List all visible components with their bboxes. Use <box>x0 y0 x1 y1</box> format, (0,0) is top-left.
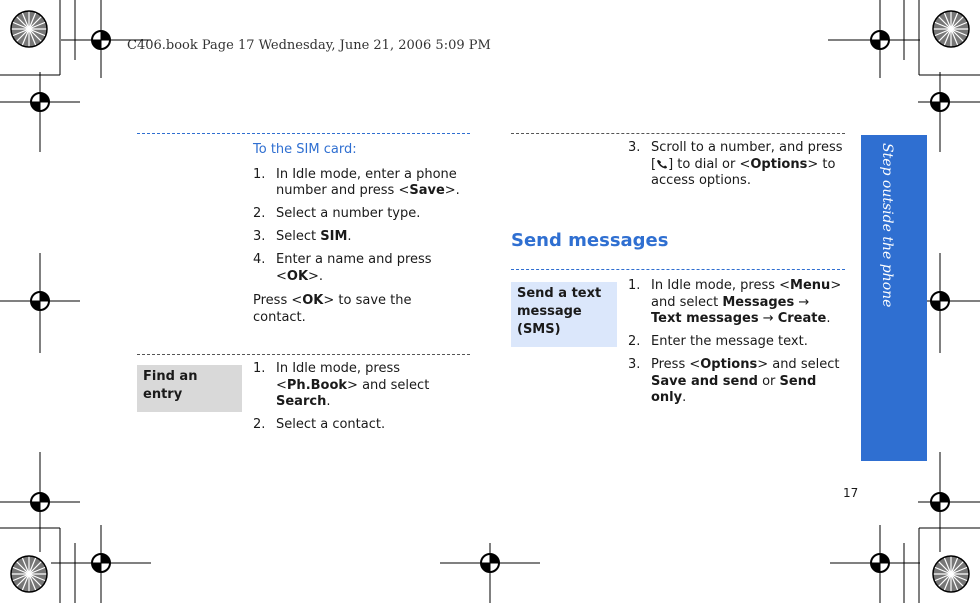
sim-section <box>253 142 468 326</box>
list-item: 1. In Idle mode, press <Menu> and select Messages → Text messages → Create. <box>628 278 842 326</box>
list-item: 3. Select SIM. <box>253 229 352 244</box>
print-header: C406.book Page 17 Wednesday, June 21, 2006 5:09 PM <box>127 38 491 53</box>
scroll-step <box>628 140 843 196</box>
page-number: 17 <box>843 486 859 500</box>
sim-intro: To the SIM card: <box>253 142 357 157</box>
list-item: 3. Scroll to a number, and press [ ] to dial or <Options> to access options. <box>628 140 843 188</box>
sms-section <box>628 278 843 413</box>
sms-label: Send a text message (SMS) <box>511 282 617 347</box>
side-tab-label: Step outside the phone <box>879 143 895 308</box>
find-entry-label: Find an entry <box>137 365 242 412</box>
list-item: 1. In Idle mode, enter a phone number and press <Save>. <box>253 166 460 198</box>
divider <box>137 133 470 134</box>
sms-steps <box>628 278 843 407</box>
list-item: 2. Select a number type. <box>253 206 421 221</box>
divider <box>137 354 470 355</box>
divider <box>511 269 845 270</box>
sim-steps <box>253 167 468 286</box>
section-heading: Send messages <box>511 230 669 251</box>
find-section <box>253 361 468 440</box>
list-item: 2. Enter the message text. <box>628 334 808 349</box>
list-item: 3. Press <Options> and select Save and send or Send only. <box>628 357 840 405</box>
list-item: 2. Select a contact. <box>253 417 386 432</box>
call-key-icon <box>656 159 668 169</box>
side-tab <box>861 135 927 461</box>
list-item: 4. Enter a name and press <OK>. <box>253 252 432 284</box>
list-item: 1. In Idle mode, press <Ph.Book> and select Search. <box>253 361 430 409</box>
divider <box>511 133 845 134</box>
press-ok-note: Press <OK> to save the contact. <box>253 293 412 325</box>
find-steps <box>253 361 468 434</box>
